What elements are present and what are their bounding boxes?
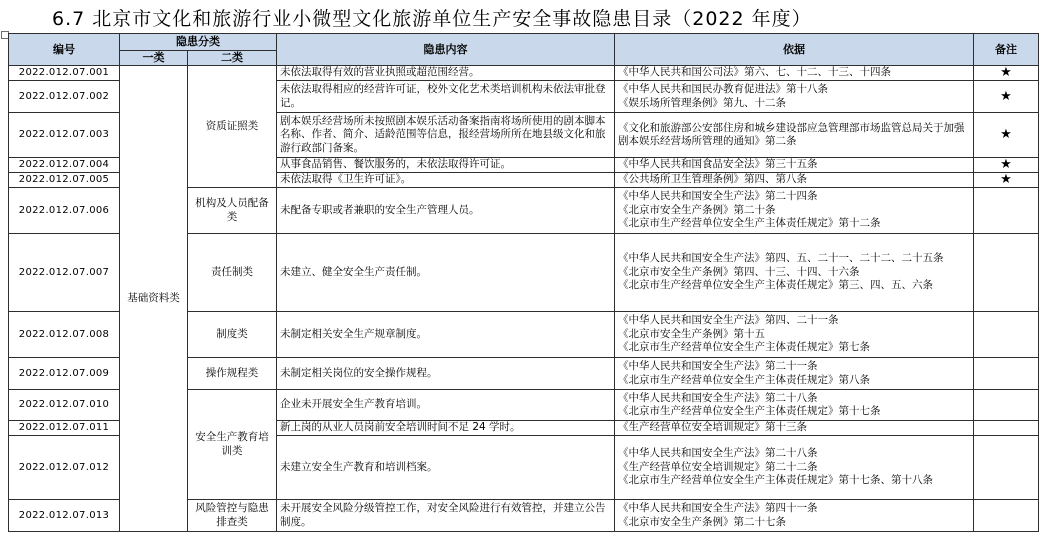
cell-basis	[615, 173, 974, 188]
basis-item: 《中华人民共和国安全生产法》第四、二十一条	[618, 314, 839, 327]
cell-category-level2: 责任制类	[188, 234, 277, 312]
cell-content: 未制定相关岗位的安全操作规程。	[277, 358, 615, 390]
cell-basis	[615, 66, 974, 81]
basis-item: 《生产经营单位安全培训规定》第二十二条	[618, 460, 818, 473]
basis-item: 《中华人民共和国安全生产法》第二十八条	[618, 391, 818, 404]
basis-item: 《中华人民共和国民办教育促进法》第十八条	[618, 83, 828, 96]
basis-item: 《北京市生产经营单位安全生产主体责任规定》第三、四、五、六条	[618, 279, 933, 292]
basis-item: 《文化和旅游部公安部住房和城乡建设部应急管理部市场监管总局关于加强剧本娱乐经营场所管理的通知》第二条	[618, 121, 965, 147]
cell-id: 2022.012.07.004	[9, 158, 120, 173]
cell-content: 未开展安全风险分级管控工作，对安全风险进行有效管控，并建立公告制度。	[277, 500, 615, 532]
basis-item: 《娱乐场所管理条例》第九、十二条	[618, 96, 786, 109]
header-level2: 二类	[188, 51, 277, 66]
cell-id: 2022.012.07.001	[9, 66, 120, 81]
header-remark: 备注	[974, 34, 1039, 66]
basis-item: 《中华人民共和国安全生产法》第二十四条	[618, 190, 818, 203]
header-category: 隐患分类	[120, 34, 277, 51]
cell-remark	[974, 500, 1039, 532]
cell-remark: ★	[974, 113, 1039, 158]
cell-content: 未建立、健全安全生产责任制。	[277, 234, 615, 312]
cell-category-level2: 制度类	[188, 312, 277, 358]
cell-content: 未依法取得有效的营业执照或超范围经营。	[277, 66, 615, 81]
table-row	[9, 66, 1039, 81]
cell-content: 未配备专职或者兼职的安全生产管理人员。	[277, 188, 615, 234]
basis-item: 《北京市安全生产条例》第十五	[618, 327, 765, 340]
basis-item: 《中华人民共和国安全生产法》第二十八条	[618, 447, 818, 460]
basis-item: 《中华人民共和国安全生产法》第二十一条	[618, 360, 818, 373]
cell-content: 剧本娱乐经营场所未按照剧本娱乐活动备案指南将场所使用的剧本脚本名称、作者、简介、适龄范围等信息，报经营场所所在地县级文化和旅游行政部门备案。	[277, 113, 615, 158]
cell-category-level2: 风险管控与隐患排查类	[188, 500, 277, 532]
cell-content: 从事食品销售、餐饮服务的，未依法取得许可证。	[277, 158, 615, 173]
cell-remark	[974, 358, 1039, 390]
header-level1: 一类	[120, 51, 188, 66]
cell-id: 2022.012.07.011	[9, 421, 120, 436]
cell-basis	[615, 188, 974, 234]
cell-category-level2: 操作规程类	[188, 358, 277, 390]
header-basis: 依据	[615, 34, 974, 66]
basis-item: 《北京市生产经营单位安全生产主体责任规定》第七条	[618, 341, 870, 354]
cell-content: 未建立安全生产教育和培训档案。	[277, 436, 615, 500]
basis-item: 《北京市生产经营单位安全生产主体责任规定》第十七条	[618, 405, 881, 417]
document-title: 6.7 北京市文化和旅游行业小微型文化旅游单位生产安全事故隐患目录（2022 年度）	[52, 8, 812, 30]
cell-basis	[615, 500, 974, 532]
cell-remark: ★	[974, 173, 1039, 188]
basis-item: 《北京市安全生产条例》第四、十三、十四、十六条	[618, 265, 860, 278]
basis-item: 《北京市安全生产条例》第二十七条	[618, 515, 786, 528]
cell-category-level2: 安全生产教育培训类	[188, 390, 277, 500]
cell-content: 企业未开展安全生产教育培训。	[277, 390, 615, 421]
cell-id: 2022.012.07.010	[9, 390, 120, 421]
cell-content: 未制定相关安全生产规章制度。	[277, 312, 615, 358]
cell-basis	[615, 390, 974, 421]
cell-category-level1: 基础资料类	[120, 66, 188, 532]
cell-remark	[974, 390, 1039, 421]
cell-remark	[974, 188, 1039, 234]
cell-basis	[615, 358, 974, 390]
basis-item: 《北京市生产经营单位安全生产主体责任规定》第八条	[618, 373, 870, 386]
cell-content: 新上岗的从业人员岗前安全培训时间不足 24 学时。	[277, 421, 615, 436]
cell-id: 2022.012.07.008	[9, 312, 120, 358]
cell-remark	[974, 234, 1039, 312]
cell-basis	[615, 234, 974, 312]
cell-id: 2022.012.07.009	[9, 358, 120, 390]
cell-category-level2: 资质证照类	[188, 66, 277, 188]
cell-remark: ★	[974, 66, 1039, 81]
cell-remark: ★	[974, 158, 1039, 173]
cell-content: 未依法取得《卫生许可证》。	[277, 173, 615, 188]
cell-remark	[974, 421, 1039, 436]
header-content: 隐患内容	[277, 34, 615, 66]
cell-id: 2022.012.07.013	[9, 500, 120, 532]
cell-content: 未依法取得相应的经营许可证，校外文化艺术类培训机构未依法审批登记。	[277, 81, 615, 113]
cell-remark	[974, 312, 1039, 358]
basis-item: 《中华人民共和国公司法》第六、七、十二、十三、十四条	[618, 66, 891, 79]
cell-basis	[615, 113, 974, 158]
cell-id: 2022.012.07.002	[9, 81, 120, 113]
cell-basis	[615, 436, 974, 500]
cell-id: 2022.012.07.005	[9, 173, 120, 188]
header-id: 编号	[9, 34, 120, 66]
basis-item: 《生产经营单位安全培训规定》第十三条	[618, 421, 807, 434]
cell-remark	[974, 436, 1039, 500]
cell-remark: ★	[974, 81, 1039, 113]
basis-item: 《北京市生产经营单位安全生产主体责任规定》第十七条、第十八条	[618, 474, 933, 487]
basis-item: 《中华人民共和国安全生产法》第四十一条	[618, 502, 818, 515]
cell-id: 2022.012.07.012	[9, 436, 120, 500]
basis-item: 《中华人民共和国食品安全法》第三十五条	[618, 158, 818, 171]
cell-basis	[615, 312, 974, 358]
cell-basis	[615, 158, 974, 173]
basis-item: 《中华人民共和国安全生产法》第四、五、二十一、二十二、二十五条	[618, 252, 944, 265]
basis-item: 《北京市生产经营单位安全生产主体责任规定》第十二条	[618, 217, 881, 230]
basis-item: 《北京市安全生产条例》第二十条	[618, 203, 776, 216]
basis-item: 《公共场所卫生管理条例》第四、第八条	[618, 173, 807, 186]
cell-basis	[615, 421, 974, 436]
cell-id: 2022.012.07.007	[9, 234, 120, 312]
hazard-catalog-table	[8, 33, 1039, 532]
cell-basis	[615, 81, 974, 113]
cell-id: 2022.012.07.003	[9, 113, 120, 158]
cell-id: 2022.012.07.006	[9, 188, 120, 234]
cell-category-level2: 机构及人员配备类	[188, 188, 277, 234]
